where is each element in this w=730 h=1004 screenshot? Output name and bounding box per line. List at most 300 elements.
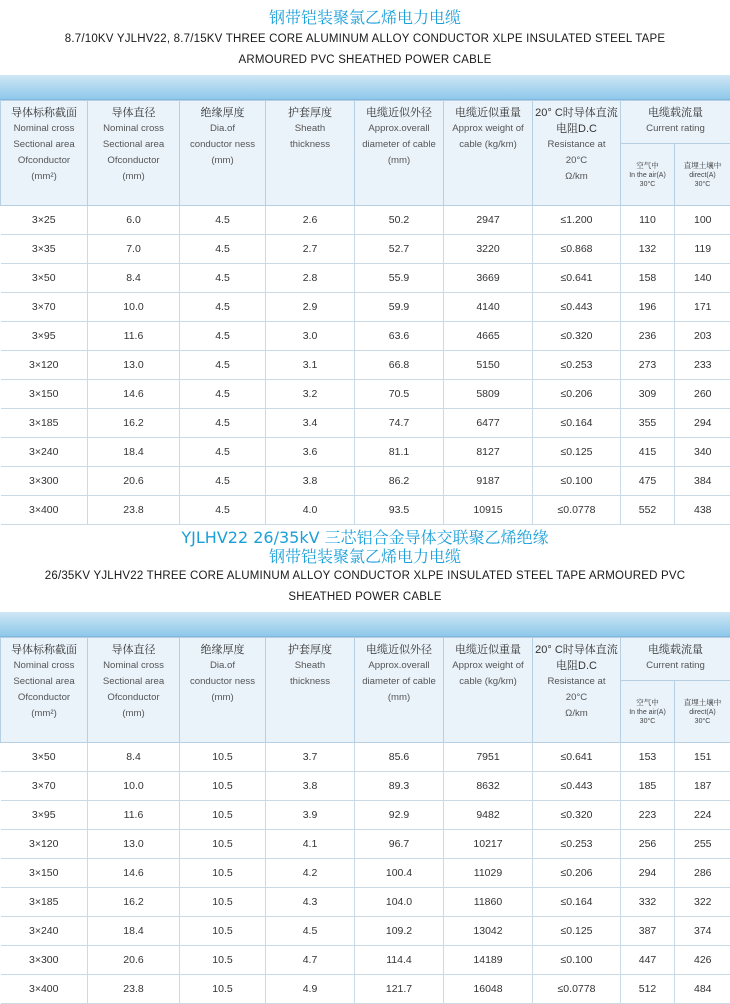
header-in-air xyxy=(621,144,675,206)
cell-current-direct: 233 xyxy=(675,351,730,380)
cell-dc-resistance: ≤0.868 xyxy=(533,235,621,264)
cell-conductor-diameter: 14.6 xyxy=(88,859,180,888)
cell-current-direct: 255 xyxy=(675,830,730,859)
header-line: Sectional area xyxy=(90,674,177,690)
header-in-air xyxy=(621,681,675,743)
table-row xyxy=(1,293,730,322)
cell-overall-diameter: 81.1 xyxy=(355,438,444,467)
cell-dc-resistance: ≤0.125 xyxy=(533,438,621,467)
cell-overall-diameter: 66.8 xyxy=(355,351,444,380)
cell-weight: 8632 xyxy=(444,772,533,801)
cell-conductor-diameter: 18.4 xyxy=(88,438,180,467)
cell-overall-diameter: 96.7 xyxy=(355,830,444,859)
section-2-title-cn-line2: 钢带铠装聚氯乙烯电力电缆 xyxy=(0,547,730,566)
cell-conductor-diameter: 10.0 xyxy=(88,293,180,322)
header-cross-section xyxy=(1,638,88,743)
header-line: 电缆近似重量 xyxy=(446,105,530,121)
header-line: 30°C xyxy=(676,717,729,726)
header-line: 导体直径 xyxy=(90,105,177,121)
cell-overall-diameter: 104.0 xyxy=(355,888,444,917)
header-line: cable (kg/km) xyxy=(446,137,530,153)
cell-sheath-thickness: 4.2 xyxy=(266,859,355,888)
cell-weight: 9482 xyxy=(444,801,533,830)
cell-cross-section: 3×150 xyxy=(1,380,88,409)
cell-overall-diameter: 50.2 xyxy=(355,206,444,235)
cell-dc-resistance: ≤0.100 xyxy=(533,946,621,975)
cell-insulation-thickness: 10.5 xyxy=(180,743,266,772)
cell-weight: 16048 xyxy=(444,975,533,1004)
cell-current-air: 132 xyxy=(621,235,675,264)
cell-overall-diameter: 89.3 xyxy=(355,772,444,801)
cell-conductor-diameter: 16.2 xyxy=(88,888,180,917)
cell-current-direct: 340 xyxy=(675,438,730,467)
cell-current-air: 512 xyxy=(621,975,675,1004)
cell-weight: 4140 xyxy=(444,293,533,322)
cell-dc-resistance: ≤0.0778 xyxy=(533,496,621,525)
header-line: 20° C时导体直流 xyxy=(535,642,618,658)
section-2-title-cn-line1: YJLHV22 26/35kV 三芯铝合金导体交联聚乙烯绝缘 xyxy=(0,528,730,547)
cell-insulation-thickness: 10.5 xyxy=(180,859,266,888)
cell-weight: 5809 xyxy=(444,380,533,409)
table-body-2 xyxy=(1,743,730,1004)
header-line: 直埋土壤中 xyxy=(676,698,729,708)
cell-insulation-thickness: 10.5 xyxy=(180,975,266,1004)
cell-insulation-thickness: 4.5 xyxy=(180,322,266,351)
cell-overall-diameter: 109.2 xyxy=(355,917,444,946)
header-line: thickness xyxy=(268,137,352,153)
cell-conductor-diameter: 23.8 xyxy=(88,496,180,525)
cell-current-direct: 260 xyxy=(675,380,730,409)
header-line: Sheath xyxy=(268,121,352,137)
section-1-header-band xyxy=(0,75,730,100)
cell-dc-resistance: ≤0.164 xyxy=(533,409,621,438)
cell-current-direct: 119 xyxy=(675,235,730,264)
cell-dc-resistance: ≤0.0778 xyxy=(533,975,621,1004)
cell-conductor-diameter: 6.0 xyxy=(88,206,180,235)
cell-sheath-thickness: 2.9 xyxy=(266,293,355,322)
cell-cross-section: 3×300 xyxy=(1,467,88,496)
cell-insulation-thickness: 4.5 xyxy=(180,409,266,438)
header-line: cable (kg/km) xyxy=(446,674,530,690)
cell-current-direct: 484 xyxy=(675,975,730,1004)
cell-current-air: 236 xyxy=(621,322,675,351)
cell-sheath-thickness: 3.1 xyxy=(266,351,355,380)
cell-overall-diameter: 55.9 xyxy=(355,264,444,293)
table-row xyxy=(1,946,730,975)
table-row xyxy=(1,351,730,380)
cell-cross-section: 3×240 xyxy=(1,917,88,946)
cell-conductor-diameter: 16.2 xyxy=(88,409,180,438)
cell-sheath-thickness: 2.7 xyxy=(266,235,355,264)
cell-current-air: 355 xyxy=(621,409,675,438)
header-direct-buried xyxy=(675,681,730,743)
cell-cross-section: 3×50 xyxy=(1,264,88,293)
cell-conductor-diameter: 20.6 xyxy=(88,467,180,496)
cell-conductor-diameter: 13.0 xyxy=(88,351,180,380)
header-line: 20°C xyxy=(535,153,618,169)
table-row xyxy=(1,496,730,525)
cell-weight: 4665 xyxy=(444,322,533,351)
header-line: Current rating xyxy=(623,658,728,674)
cell-sheath-thickness: 4.5 xyxy=(266,917,355,946)
cell-cross-section: 3×70 xyxy=(1,293,88,322)
header-line: Nominal cross xyxy=(90,121,177,137)
cell-overall-diameter: 114.4 xyxy=(355,946,444,975)
cell-dc-resistance: ≤0.164 xyxy=(533,888,621,917)
cell-current-air: 294 xyxy=(621,859,675,888)
cell-cross-section: 3×240 xyxy=(1,438,88,467)
cell-overall-diameter: 100.4 xyxy=(355,859,444,888)
cell-current-direct: 426 xyxy=(675,946,730,975)
header-line: Sectional area xyxy=(3,137,85,153)
header-line: Nominal cross xyxy=(3,121,85,137)
cell-cross-section: 3×300 xyxy=(1,946,88,975)
cell-sheath-thickness: 4.7 xyxy=(266,946,355,975)
cell-overall-diameter: 93.5 xyxy=(355,496,444,525)
cell-conductor-diameter: 18.4 xyxy=(88,917,180,946)
header-line: Sheath xyxy=(268,658,352,674)
cell-overall-diameter: 74.7 xyxy=(355,409,444,438)
spec-table-1 xyxy=(0,100,730,525)
header-line: 导体标称截面 xyxy=(3,642,85,658)
cell-insulation-thickness: 10.5 xyxy=(180,946,266,975)
header-line: Sectional area xyxy=(3,674,85,690)
cell-weight: 9187 xyxy=(444,467,533,496)
header-line: 30°C xyxy=(676,180,729,189)
section-2 xyxy=(0,525,730,1004)
cell-insulation-thickness: 4.5 xyxy=(180,496,266,525)
header-line: (mm) xyxy=(357,690,441,706)
header-conductor-diameter xyxy=(88,101,180,206)
header-line: Sectional area xyxy=(90,137,177,153)
cell-weight: 14189 xyxy=(444,946,533,975)
cell-weight: 10217 xyxy=(444,830,533,859)
cell-current-air: 185 xyxy=(621,772,675,801)
table-row xyxy=(1,917,730,946)
section-1-title-cn: 钢带铠装聚氯乙烯电力电缆 xyxy=(0,8,730,27)
cell-current-air: 110 xyxy=(621,206,675,235)
cell-cross-section: 3×95 xyxy=(1,801,88,830)
cell-insulation-thickness: 4.5 xyxy=(180,206,266,235)
header-line: direct(A) xyxy=(676,708,729,717)
section-1-title-en-line2: ARMOURED PVC SHEATHED POWER CABLE xyxy=(0,50,730,71)
cell-current-air: 475 xyxy=(621,467,675,496)
cell-weight: 13042 xyxy=(444,917,533,946)
cell-cross-section: 3×185 xyxy=(1,409,88,438)
cell-current-air: 552 xyxy=(621,496,675,525)
cell-cross-section: 3×400 xyxy=(1,496,88,525)
cell-cross-section: 3×185 xyxy=(1,888,88,917)
cell-cross-section: 3×400 xyxy=(1,975,88,1004)
cell-sheath-thickness: 3.7 xyxy=(266,743,355,772)
cell-current-direct: 438 xyxy=(675,496,730,525)
header-current-rating xyxy=(621,638,730,681)
header-line: Ofconductor xyxy=(90,690,177,706)
cell-sheath-thickness: 2.8 xyxy=(266,264,355,293)
cell-sheath-thickness: 3.8 xyxy=(266,467,355,496)
cell-dc-resistance: ≤0.253 xyxy=(533,830,621,859)
cell-insulation-thickness: 10.5 xyxy=(180,888,266,917)
cell-insulation-thickness: 4.5 xyxy=(180,235,266,264)
cell-dc-resistance: ≤0.125 xyxy=(533,917,621,946)
cell-dc-resistance: ≤0.320 xyxy=(533,322,621,351)
cell-current-air: 256 xyxy=(621,830,675,859)
cell-weight: 2947 xyxy=(444,206,533,235)
table-row xyxy=(1,975,730,1004)
cell-weight: 3669 xyxy=(444,264,533,293)
header-line: 电阻D.C xyxy=(535,658,618,674)
cell-sheath-thickness: 4.1 xyxy=(266,830,355,859)
header-line: 电缆载流量 xyxy=(623,642,728,658)
header-line: thickness xyxy=(268,674,352,690)
cell-conductor-diameter: 7.0 xyxy=(88,235,180,264)
header-line: (mm²) xyxy=(3,706,85,722)
cell-current-direct: 100 xyxy=(675,206,730,235)
cell-sheath-thickness: 3.2 xyxy=(266,380,355,409)
header-line: (mm²) xyxy=(3,169,85,185)
header-conductor-diameter xyxy=(88,638,180,743)
header-line: Nominal cross xyxy=(3,658,85,674)
header-line: (mm) xyxy=(90,706,177,722)
cell-weight: 5150 xyxy=(444,351,533,380)
header-line: 绝缘厚度 xyxy=(182,642,263,658)
cell-sheath-thickness: 4.3 xyxy=(266,888,355,917)
cell-cross-section: 3×150 xyxy=(1,859,88,888)
header-line: (mm) xyxy=(182,690,263,706)
header-dc-resistance xyxy=(533,101,621,206)
cell-conductor-diameter: 14.6 xyxy=(88,380,180,409)
cell-current-air: 332 xyxy=(621,888,675,917)
table-row xyxy=(1,206,730,235)
header-weight xyxy=(444,101,533,206)
header-line: Dia.of xyxy=(182,121,263,137)
cell-overall-diameter: 86.2 xyxy=(355,467,444,496)
cell-overall-diameter: 85.6 xyxy=(355,743,444,772)
header-line: 30°C xyxy=(622,717,673,726)
header-line: diameter of cable xyxy=(357,137,441,153)
header-insulation-thickness xyxy=(180,638,266,743)
cell-current-direct: 224 xyxy=(675,801,730,830)
section-2-header-band xyxy=(0,612,730,637)
cell-overall-diameter: 52.7 xyxy=(355,235,444,264)
table-row xyxy=(1,772,730,801)
section-1-title-en-line1: 8.7/10KV YJLHV22, 8.7/15KV THREE CORE ALUMINUM ALLOY CONDUCTOR XLPE INSULATED STEEL TAPE xyxy=(0,29,730,50)
cell-sheath-thickness: 3.8 xyxy=(266,772,355,801)
table-row xyxy=(1,859,730,888)
cell-current-direct: 151 xyxy=(675,743,730,772)
cell-cross-section: 3×70 xyxy=(1,772,88,801)
cell-overall-diameter: 92.9 xyxy=(355,801,444,830)
cell-current-air: 273 xyxy=(621,351,675,380)
header-line: 护套厚度 xyxy=(268,105,352,121)
cell-cross-section: 3×25 xyxy=(1,206,88,235)
cell-insulation-thickness: 4.5 xyxy=(180,380,266,409)
header-line: Ofconductor xyxy=(3,153,85,169)
header-line: 电缆载流量 xyxy=(623,105,728,121)
header-line: 空气中 xyxy=(622,698,673,708)
cell-conductor-diameter: 23.8 xyxy=(88,975,180,1004)
header-line: Approx weight of xyxy=(446,121,530,137)
cell-conductor-diameter: 8.4 xyxy=(88,743,180,772)
header-line: 20°C xyxy=(535,690,618,706)
cell-cross-section: 3×120 xyxy=(1,830,88,859)
header-line: (mm) xyxy=(90,169,177,185)
cell-current-direct: 384 xyxy=(675,467,730,496)
cell-dc-resistance: ≤0.206 xyxy=(533,859,621,888)
cell-insulation-thickness: 4.5 xyxy=(180,467,266,496)
cell-current-direct: 374 xyxy=(675,917,730,946)
cell-dc-resistance: ≤0.443 xyxy=(533,293,621,322)
cell-current-air: 387 xyxy=(621,917,675,946)
header-direct-buried xyxy=(675,144,730,206)
table-row xyxy=(1,322,730,351)
cell-current-air: 447 xyxy=(621,946,675,975)
cell-sheath-thickness: 3.0 xyxy=(266,322,355,351)
header-line: Resistance at xyxy=(535,137,618,153)
cell-current-direct: 140 xyxy=(675,264,730,293)
cell-dc-resistance: ≤0.641 xyxy=(533,743,621,772)
header-line: conductor ness xyxy=(182,674,263,690)
cell-weight: 11029 xyxy=(444,859,533,888)
table-row xyxy=(1,801,730,830)
cell-weight: 7951 xyxy=(444,743,533,772)
cell-current-air: 153 xyxy=(621,743,675,772)
cell-cross-section: 3×120 xyxy=(1,351,88,380)
table-row xyxy=(1,438,730,467)
header-line: Dia.of xyxy=(182,658,263,674)
header-row xyxy=(1,638,730,681)
cell-current-direct: 286 xyxy=(675,859,730,888)
table-header xyxy=(1,101,730,206)
cell-current-direct: 187 xyxy=(675,772,730,801)
spec-table-2 xyxy=(0,637,730,1004)
cell-current-direct: 294 xyxy=(675,409,730,438)
header-line: 电缆近似外径 xyxy=(357,642,441,658)
cell-dc-resistance: ≤0.641 xyxy=(533,264,621,293)
header-row xyxy=(1,101,730,144)
cell-current-air: 415 xyxy=(621,438,675,467)
cell-insulation-thickness: 10.5 xyxy=(180,917,266,946)
cell-dc-resistance: ≤0.206 xyxy=(533,380,621,409)
header-sheath-thickness xyxy=(266,638,355,743)
cell-weight: 11860 xyxy=(444,888,533,917)
cell-overall-diameter: 59.9 xyxy=(355,293,444,322)
section-2-title-en-line2: SHEATHED POWER CABLE xyxy=(0,587,730,608)
table-row xyxy=(1,830,730,859)
cell-sheath-thickness: 4.9 xyxy=(266,975,355,1004)
cell-dc-resistance: ≤0.253 xyxy=(533,351,621,380)
header-line: Approx weight of xyxy=(446,658,530,674)
header-line: 20° C时导体直流 xyxy=(535,105,618,121)
section-2-title-en-line1: 26/35KV YJLHV22 THREE CORE ALUMINUM ALLOY CONDUCTOR XLPE INSULATED STEEL TAPE ARMOURED PVC xyxy=(0,566,730,587)
header-line: Ω/km xyxy=(535,706,618,722)
header-line: Ofconductor xyxy=(90,153,177,169)
header-line: Current rating xyxy=(623,121,728,137)
header-line: 电缆近似重量 xyxy=(446,642,530,658)
table-row xyxy=(1,409,730,438)
cell-sheath-thickness: 3.6 xyxy=(266,438,355,467)
cell-weight: 6477 xyxy=(444,409,533,438)
cell-current-air: 309 xyxy=(621,380,675,409)
cell-overall-diameter: 63.6 xyxy=(355,322,444,351)
cell-dc-resistance: ≤0.443 xyxy=(533,772,621,801)
cell-sheath-thickness: 3.4 xyxy=(266,409,355,438)
cell-weight: 8127 xyxy=(444,438,533,467)
cell-dc-resistance: ≤0.100 xyxy=(533,467,621,496)
cell-current-direct: 171 xyxy=(675,293,730,322)
header-line: 绝缘厚度 xyxy=(182,105,263,121)
header-line: In the air(A) xyxy=(622,171,673,180)
header-line: 电缆近似外径 xyxy=(357,105,441,121)
cell-insulation-thickness: 10.5 xyxy=(180,772,266,801)
cell-insulation-thickness: 10.5 xyxy=(180,830,266,859)
table-row xyxy=(1,235,730,264)
cell-insulation-thickness: 10.5 xyxy=(180,801,266,830)
cell-conductor-diameter: 20.6 xyxy=(88,946,180,975)
header-line: 直埋土壤中 xyxy=(676,161,729,171)
cell-current-air: 158 xyxy=(621,264,675,293)
cell-cross-section: 3×35 xyxy=(1,235,88,264)
table-row xyxy=(1,467,730,496)
cell-sheath-thickness: 3.9 xyxy=(266,801,355,830)
cell-sheath-thickness: 4.0 xyxy=(266,496,355,525)
cell-conductor-diameter: 13.0 xyxy=(88,830,180,859)
table-row xyxy=(1,743,730,772)
cell-insulation-thickness: 4.5 xyxy=(180,264,266,293)
cell-insulation-thickness: 4.5 xyxy=(180,438,266,467)
cell-conductor-diameter: 11.6 xyxy=(88,801,180,830)
cell-current-air: 196 xyxy=(621,293,675,322)
cell-overall-diameter: 121.7 xyxy=(355,975,444,1004)
header-line: 空气中 xyxy=(622,161,673,171)
header-current-rating xyxy=(621,101,730,144)
header-line: Approx.overall xyxy=(357,121,441,137)
header-overall-diameter xyxy=(355,638,444,743)
header-line: In the air(A) xyxy=(622,708,673,717)
cell-current-direct: 203 xyxy=(675,322,730,351)
header-cross-section xyxy=(1,101,88,206)
header-line: (mm) xyxy=(357,153,441,169)
header-line: Ofconductor xyxy=(3,690,85,706)
header-line: 护套厚度 xyxy=(268,642,352,658)
table-header xyxy=(1,638,730,743)
header-line: Resistance at xyxy=(535,674,618,690)
cell-cross-section: 3×50 xyxy=(1,743,88,772)
table-row xyxy=(1,888,730,917)
header-dc-resistance xyxy=(533,638,621,743)
cell-weight: 10915 xyxy=(444,496,533,525)
table-body-1 xyxy=(1,206,730,525)
cell-dc-resistance: ≤1.200 xyxy=(533,206,621,235)
cell-sheath-thickness: 2.6 xyxy=(266,206,355,235)
cell-weight: 3220 xyxy=(444,235,533,264)
cell-insulation-thickness: 4.5 xyxy=(180,293,266,322)
header-line: diameter of cable xyxy=(357,674,441,690)
cell-conductor-diameter: 8.4 xyxy=(88,264,180,293)
cell-cross-section: 3×95 xyxy=(1,322,88,351)
header-insulation-thickness xyxy=(180,101,266,206)
header-line: Nominal cross xyxy=(90,658,177,674)
table-row xyxy=(1,264,730,293)
cell-conductor-diameter: 11.6 xyxy=(88,322,180,351)
header-line: 电阻D.C xyxy=(535,121,618,137)
header-sheath-thickness xyxy=(266,101,355,206)
table-row xyxy=(1,380,730,409)
cell-current-direct: 322 xyxy=(675,888,730,917)
cell-overall-diameter: 70.5 xyxy=(355,380,444,409)
header-line: (mm) xyxy=(182,153,263,169)
header-line: Approx.overall xyxy=(357,658,441,674)
